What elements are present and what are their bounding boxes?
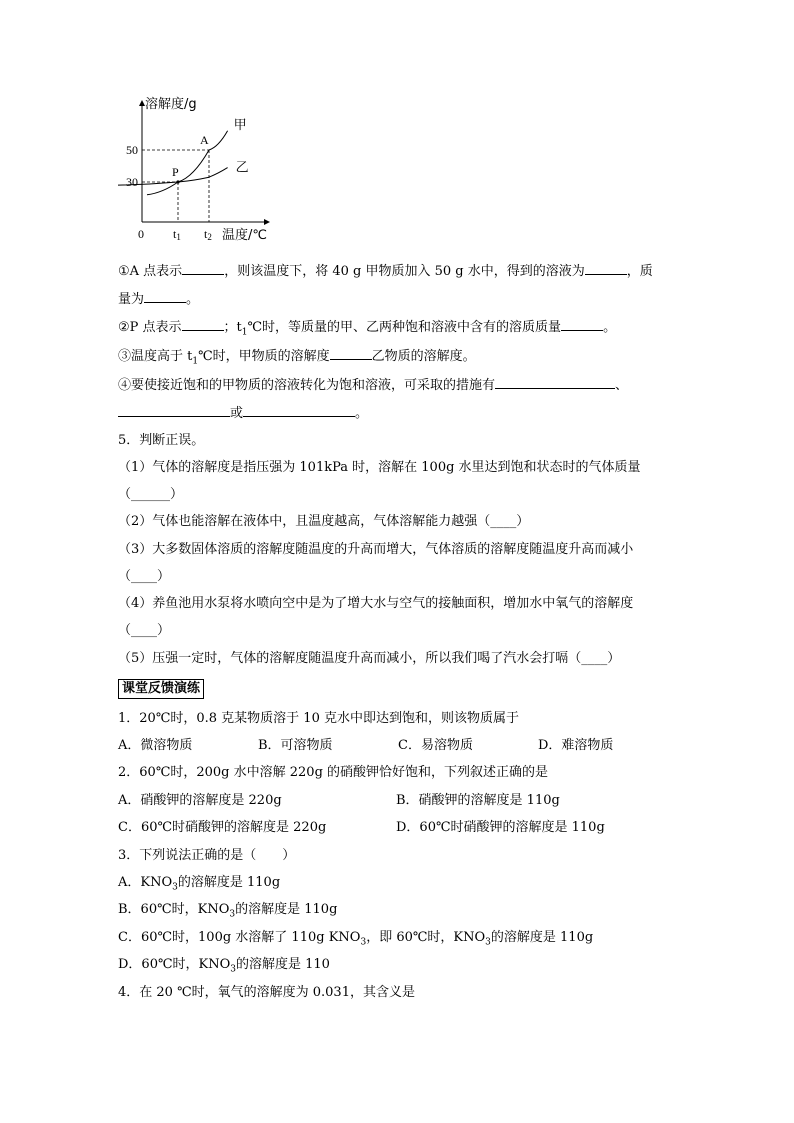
series-line-1 [147, 131, 228, 195]
q4-text: 。 [186, 292, 200, 307]
answer-blank[interactable] [495, 376, 615, 389]
option-c[interactable] [118, 929, 593, 952]
option-text: B．60℃时，KNO [118, 902, 230, 917]
option-b[interactable]: B．可溶物质 [258, 738, 333, 753]
q4-line-3 [118, 318, 616, 342]
answer-blank[interactable] [144, 290, 186, 303]
q4-text: ④要使接近饱和的甲物质的溶液转化为饱和溶液，可采取的措施有 [118, 378, 496, 393]
answer-blank[interactable] [330, 347, 372, 360]
q4-text: ，质 [626, 264, 653, 279]
x-axis-label: 温度/℃ [222, 228, 267, 243]
p4-question: 4．在 20 ℃时，氧气的溶解度为 0.031，其含义是 [118, 985, 415, 1000]
p2-question: 2．60℃时，200g 水中溶解 220g 的硝酸钾恰好饱和，下列叙述正确的是 [118, 765, 549, 780]
option-text: C．60℃时，100g 水溶解了 110g KNO [118, 930, 361, 945]
answer-blank[interactable] [243, 404, 355, 417]
q5-item-1a: （1）气体的溶解度是指压强为 101kPa 时，溶解在 100g 水里达到饱和状态时的气体质量 [118, 460, 641, 475]
option-c[interactable]: C．易溶物质 [398, 738, 473, 753]
q4-text: ；t [223, 320, 242, 335]
q5-title: 5．判断正误。 [118, 433, 205, 448]
option-a[interactable] [118, 874, 280, 897]
q5-item-5: （5）压强一定时，气体的溶解度随温度升高而减小，所以我们喝了汽水会打嗝（____） [118, 651, 621, 666]
x-axis-arrow [264, 219, 270, 225]
option-text: 的溶解度是 110g [177, 875, 281, 890]
subscript: 1 [192, 356, 199, 367]
option-text: ，即 60℃时，KNO [366, 930, 486, 945]
subscript: 3 [229, 909, 236, 920]
q5-item-4b[interactable]: （____） [118, 623, 171, 638]
p2-options-row1 [118, 792, 560, 810]
q4-text: 。 [603, 320, 617, 335]
q5-item-2: （2）气体也能溶解在液体中，且温度越高，气体溶解能力越强（____） [118, 514, 530, 529]
option-c[interactable]: C．60℃时硝酸钾的溶解度是 220g [118, 820, 327, 835]
q5-item-4a: （4）养鱼池用水泵将水喷向空中是为了增大水与空气的接触面积，增加水中氧气的溶解度 [118, 596, 634, 611]
point-p [176, 180, 179, 183]
q4-line-2 [118, 290, 199, 309]
x-tick-label: t1 [173, 227, 181, 242]
point-label-p: P [172, 165, 179, 179]
subscript: 3 [360, 937, 367, 948]
q4-text: 乙物质的溶解度。 [371, 349, 476, 364]
q4-text: 。 [355, 406, 369, 421]
q4-text: ℃时，甲物质的溶解度 [198, 349, 330, 364]
q5-item-3b[interactable]: （____） [118, 569, 171, 584]
q4-line-1 [118, 262, 653, 281]
q4-text: 或 [230, 406, 244, 421]
y-tick-label: 50 [126, 143, 138, 157]
origin-label: 0 [138, 227, 144, 241]
q4-text: ①A 点表示 [118, 264, 183, 279]
subscript: 3 [172, 882, 178, 893]
point-label-a: A [200, 133, 209, 147]
q4-text: 、 [615, 378, 629, 393]
series-label-1: 甲 [233, 117, 247, 133]
q4-line-4 [118, 347, 476, 371]
option-a[interactable]: A．微溶物质 [118, 738, 193, 753]
answer-blank[interactable] [182, 318, 224, 331]
q4-text: ②P 点表示 [118, 320, 182, 335]
option-text: D．60℃时，KNO [118, 957, 231, 972]
option-d[interactable] [118, 956, 330, 979]
subscript: 1 [241, 327, 248, 338]
y-tick-label: 30 [126, 175, 138, 189]
solubility-chart [118, 94, 288, 252]
q4-line-5 [118, 376, 628, 395]
q5-item-3a: （3）大多数固体溶质的溶解度随温度的升高而增大，气体溶质的溶解度随温度升高而减小 [118, 542, 634, 557]
q4-text: ，则该温度下，将 40 g 甲物质加入 50 g 水中，得到的溶液为 [224, 264, 585, 279]
answer-blank[interactable] [118, 404, 230, 417]
option-d[interactable]: D．60℃时硝酸钾的溶解度是 110g [396, 820, 605, 835]
option-text: 的溶解度是 110 [236, 957, 330, 972]
option-text: 的溶解度是 110g [490, 930, 594, 945]
y-axis-label: 溶解度/g [145, 97, 197, 112]
q4-text: ③温度高于 t [118, 349, 193, 364]
x-tick-label: t2 [204, 227, 212, 242]
q5-item-1b[interactable]: （______） [118, 487, 184, 502]
answer-blank[interactable] [182, 262, 224, 275]
option-d[interactable]: D．难溶物质 [538, 738, 614, 753]
p1-question: 1．20℃时，0.8 克某物质溶于 10 克水中即达到饱和，则该物质属于 [118, 711, 519, 726]
answer-blank[interactable] [561, 318, 603, 331]
q4-text: ℃时，等质量的甲、乙两种饱和溶液中含有的溶质质量 [247, 320, 562, 335]
option-text: 的溶解度是 110g [235, 902, 338, 917]
answer-blank[interactable] [585, 262, 627, 275]
q4-text: 量为 [118, 292, 145, 307]
p2-options-row2 [118, 819, 605, 837]
option-b[interactable] [118, 901, 337, 924]
subscript: 3 [485, 937, 491, 948]
p1-options [118, 737, 613, 755]
option-a[interactable]: A．硝酸钾的溶解度是 220g [118, 793, 282, 808]
option-text: A．KNO [118, 875, 173, 890]
section-heading [118, 679, 204, 699]
p3-question: 3．下列说法正确的是（ ） [118, 848, 296, 863]
subscript: 3 [230, 964, 236, 975]
section-title: 课堂反馈演练 [118, 679, 204, 699]
series-label-2: 乙 [235, 160, 249, 176]
option-b[interactable]: B．硝酸钾的溶解度是 110g [396, 793, 560, 808]
q4-line-6 [118, 404, 368, 423]
